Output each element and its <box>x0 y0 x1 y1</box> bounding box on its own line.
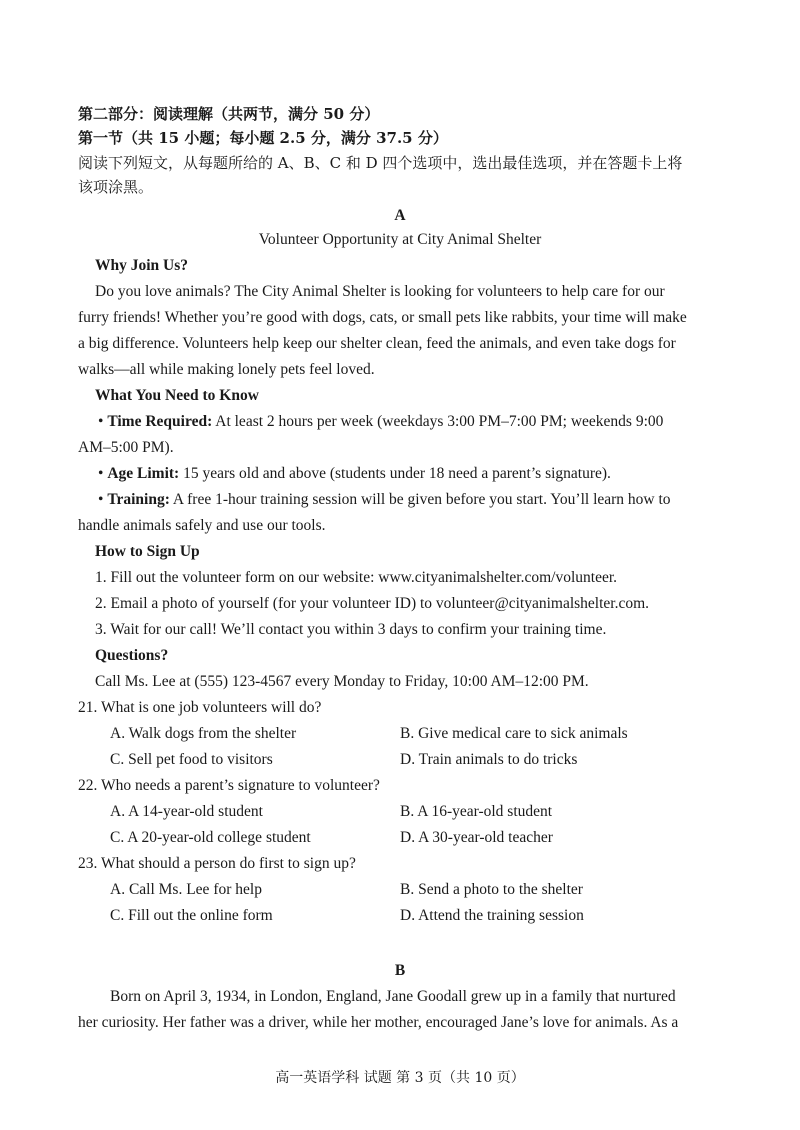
passage-a-title: Volunteer Opportunity at City Animal Shelter <box>258 231 542 248</box>
why-line-4: walks—all while making lonely pets feel loved. <box>78 361 375 378</box>
instruction-line-2: 该项涂黑。 <box>78 178 154 196</box>
need-to-know-heading: What You Need to Know <box>95 387 259 404</box>
question-22-stem: 22. Who needs a parent’s signature to volunteer? <box>78 777 380 794</box>
question-21-option-d: D. Train animals to do tricks <box>400 751 578 768</box>
question-23-option-a: A. Call Ms. Lee for help <box>110 881 262 898</box>
question-21-option-c: C. Sell pet food to visitors <box>110 751 273 768</box>
time-required-text: At least 2 hours per week (weekdays 3:00 PM–7:00 PM; weekends 9:00 <box>212 413 664 430</box>
question-22-option-a: A. A 14-year-old student <box>110 803 263 820</box>
age-limit-label: Age Limit: <box>107 465 180 482</box>
section-title: 第一节（共 15 小题；每小题 2.5 分，满分 37.5 分） <box>78 129 448 147</box>
passage-b-line-1: Born on April 3, 1934, in London, England, Jane Goodall grew up in a family that nurtured <box>110 988 676 1005</box>
question-22-option-c: C. A 20-year-old college student <box>110 829 311 846</box>
training-item <box>98 490 671 510</box>
time-required-cont: AM–5:00 PM). <box>78 439 174 456</box>
questions-heading: Questions? <box>95 647 169 664</box>
question-22-option-d: D. A 30-year-old teacher <box>400 829 553 846</box>
bullet: • <box>98 413 104 430</box>
sign-up-step-1: 1. Fill out the volunteer form on our website: www.cityanimalshelter.com/volunteer. <box>95 569 618 586</box>
part-title: 第二部分：阅读理解（共两节，满分 50 分） <box>78 105 380 123</box>
question-21-option-a: A. Walk dogs from the shelter <box>110 725 297 742</box>
bullet: • <box>98 465 104 482</box>
training-cont: handle animals safely and use our tools. <box>78 517 326 534</box>
training-text: A free 1-hour training session will be given before you start. You’ll learn how to <box>169 491 671 508</box>
sign-up-heading: How to Sign Up <box>95 543 200 560</box>
why-line-2: furry friends! Whether you’re good with dogs, cats, or small pets like rabbits, your time will make <box>78 309 687 326</box>
training-label: Training: <box>107 491 170 508</box>
sign-up-step-2: 2. Email a photo of yourself (for your volunteer ID) to volunteer@cityanimalshelter.com. <box>95 595 650 612</box>
question-21-stem: 21. What is one job volunteers will do? <box>78 699 322 716</box>
age-limit-text: 15 years old and above (students under 18 need a parent’s signature). <box>179 465 611 482</box>
passage-a-label: A <box>394 207 406 224</box>
time-required-label: Time Required: <box>107 413 213 430</box>
why-line-1: Do you love animals? The City Animal Shelter is looking for volunteers to help care for our <box>95 283 665 300</box>
question-21-option-b: B. Give medical care to sick animals <box>400 725 628 742</box>
time-required-item <box>98 412 663 432</box>
why-line-3: a big difference. Volunteers help keep our shelter clean, feed the animals, and even take dogs for <box>78 335 676 352</box>
questions-contact: Call Ms. Lee at (555) 123-4567 every Monday to Friday, 10:00 AM–12:00 PM. <box>95 673 589 690</box>
question-23-option-c: C. Fill out the online form <box>110 907 273 924</box>
passage-b-line-2: her curiosity. Her father was a driver, while her mother, encouraged Jane’s love for animals. As a <box>78 1014 679 1031</box>
question-23-stem: 23. What should a person do first to sign up? <box>78 855 356 872</box>
bullet: • <box>98 491 104 508</box>
question-23-option-d: D. Attend the training session <box>400 907 584 924</box>
age-limit-item <box>98 464 611 484</box>
question-22-option-b: B. A 16-year-old student <box>400 803 553 820</box>
sign-up-step-3: 3. Wait for our call! We’ll contact you within 3 days to confirm your training time. <box>95 621 607 638</box>
instruction-line-1: 阅读下列短文，从每题所给的 A、B、C 和 D 四个选项中，选出最佳选项，并在答题卡上将 <box>78 154 683 172</box>
question-23-option-b: B. Send a photo to the shelter <box>400 881 583 898</box>
page-footer: 高一英语学科 试题 第 3 页（共 10 页） <box>275 1070 525 1086</box>
passage-b-label: B <box>394 962 406 979</box>
why-join-heading: Why Join Us? <box>95 257 189 274</box>
